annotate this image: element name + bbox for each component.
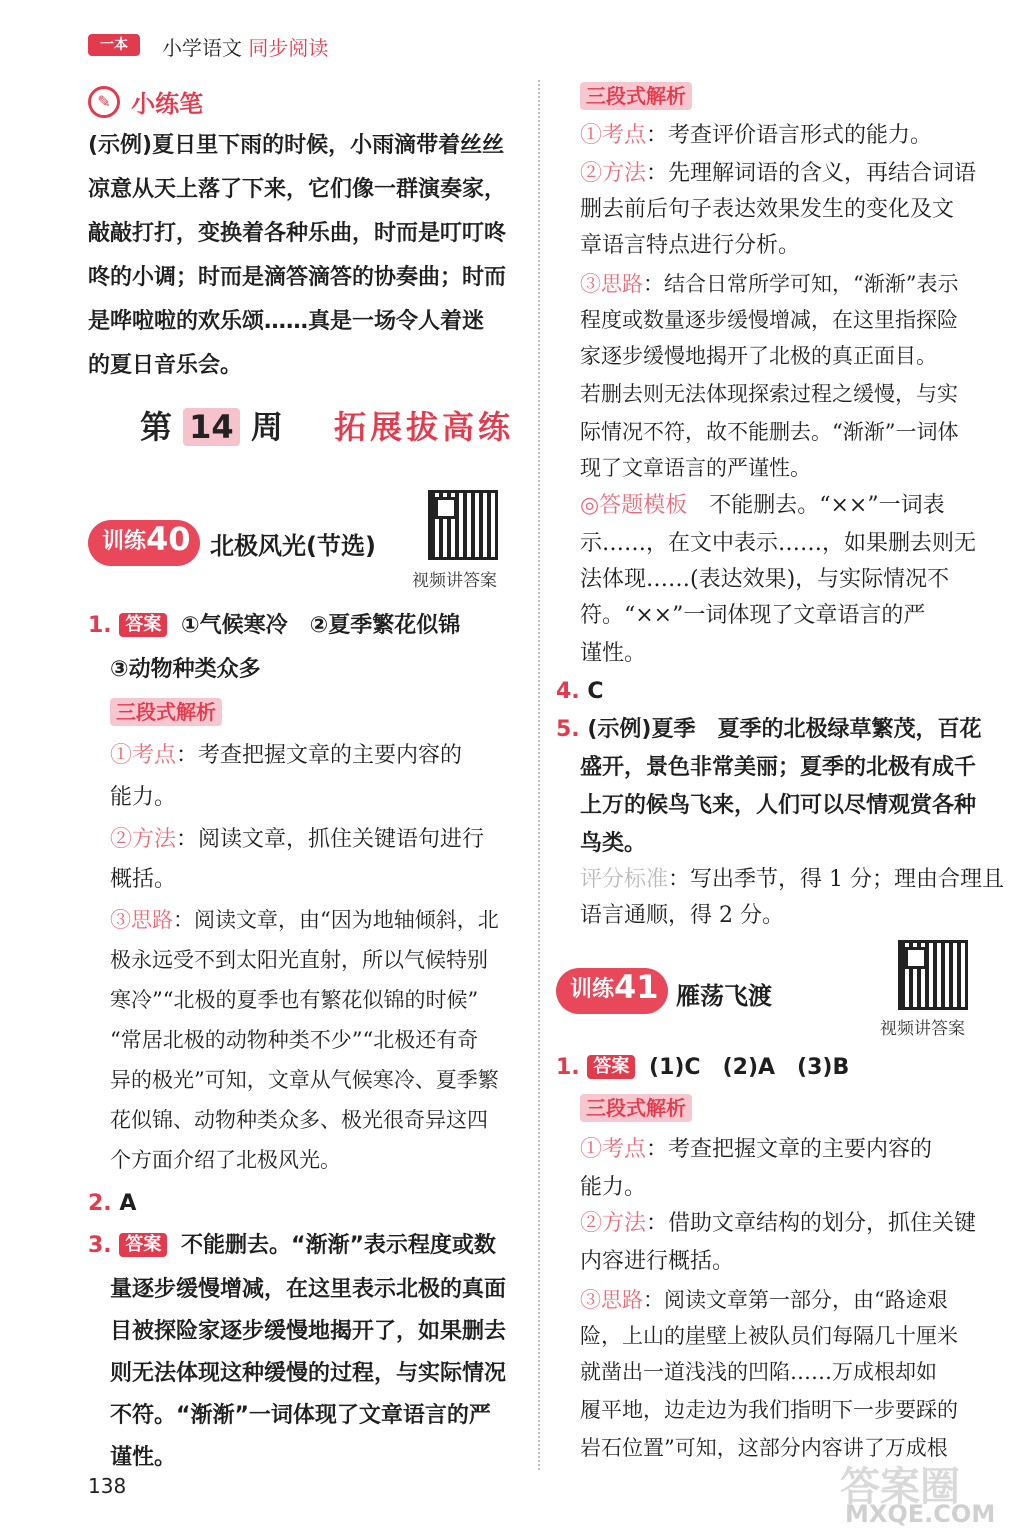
answer-tag: 答案 bbox=[119, 1233, 167, 1257]
q1-answer-line bbox=[88, 612, 460, 640]
analysis-line: ①考点：考查把握文章的主要内容的 bbox=[580, 1137, 933, 1162]
q1-answer-line-2: ③动物种类众多 bbox=[110, 657, 261, 682]
analysis-line: 险，上山的崖壁上被队员们每隔几十厘米 bbox=[580, 1324, 958, 1348]
analysis-label: 三段式解析 bbox=[110, 698, 222, 726]
analysis-line: 能力。 bbox=[580, 1175, 647, 1200]
analysis-line: 就凿出一道浅浅的凹陷……万成根却如 bbox=[580, 1360, 937, 1384]
q5-line-1 bbox=[556, 716, 981, 744]
training-number: 41 bbox=[614, 968, 659, 1006]
analysis-line: ①考点：考查评价语言形式的能力。 bbox=[580, 123, 933, 148]
q3-line: 不符。“渐渐”一词体现了文章语言的严 bbox=[110, 1403, 491, 1428]
analysis-line: 能力。 bbox=[110, 785, 177, 810]
answer-tag: 答案 bbox=[119, 613, 167, 637]
analysis-label: 三段式解析 bbox=[580, 1094, 692, 1122]
training-label: 训练 bbox=[570, 976, 615, 1002]
week-title: 拓展拔高练 bbox=[333, 408, 514, 446]
week-heading bbox=[140, 402, 514, 448]
analysis-line: “常居北极的动物种类不少”“北极还有奇 bbox=[110, 1028, 479, 1052]
t41-q1-line bbox=[556, 1054, 849, 1082]
analysis-line: ②方法：借助文章结构的划分，抓住关键 bbox=[580, 1211, 977, 1236]
q3-line: 谨性。 bbox=[110, 1445, 177, 1470]
qr-code-icon[interactable] bbox=[428, 490, 498, 560]
score-line-2: 语言通顺，得 2 分。 bbox=[580, 903, 784, 928]
score-line-1: 评分标准：写出季节，得 1 分；理由合理且 bbox=[580, 867, 1005, 892]
analysis-line: ③思路：阅读文章第一部分，由“路途艰 bbox=[580, 1288, 948, 1312]
analysis-line: 删去前后句子表达效果发生的变化及文 bbox=[580, 197, 955, 222]
practice-line-1: (示例)夏日里下雨的时候，小雨滴带着丝丝 bbox=[88, 133, 505, 158]
brand-logo: 一本 bbox=[88, 34, 140, 56]
training-label: 训练 bbox=[102, 528, 147, 554]
analysis-label: 三段式解析 bbox=[580, 82, 692, 110]
question-number: 1. bbox=[88, 613, 112, 638]
analysis-line: 际情况不符，故不能删去。“渐渐”一词体 bbox=[580, 420, 959, 444]
question-number: 4. bbox=[556, 679, 580, 704]
analysis-line: 岩石位置”可知，这部分内容讲了万成根 bbox=[580, 1436, 948, 1460]
qr-code-icon[interactable] bbox=[898, 940, 968, 1010]
book-title-sub: 同步阅读 bbox=[248, 36, 329, 60]
q3-line: 目被探险家逐步缓慢地揭开了，如果删去 bbox=[110, 1319, 507, 1344]
week-number: 14 bbox=[183, 408, 240, 446]
training-41-badge bbox=[556, 968, 668, 1014]
analysis-line: 章语言特点进行分析。 bbox=[580, 233, 801, 258]
analysis-line: ②方法：阅读文章，抓住关键语句进行 bbox=[110, 827, 485, 852]
training-40-title: 北极风光(节选) bbox=[210, 532, 376, 560]
q5-line: 上万的候鸟飞来，人们可以尽情观赏各种 bbox=[580, 793, 977, 818]
q3-line: 则无法体现这种缓慢的过程，与实际情况 bbox=[110, 1361, 507, 1386]
analysis-line: 极永远受不到太阳光直射，所以气候特别 bbox=[110, 948, 488, 972]
analysis-line: ①考点：考查把握文章的主要内容的 bbox=[110, 743, 463, 768]
column-divider bbox=[538, 80, 540, 1470]
analysis-line: 内容进行概括。 bbox=[580, 1249, 735, 1274]
q3-line-1 bbox=[88, 1232, 496, 1260]
practice-line-6: 的夏日音乐会。 bbox=[88, 353, 243, 378]
analysis-line: ③思路：结合日常所学可知，“渐渐”表示 bbox=[580, 272, 959, 296]
week-suffix: 周 bbox=[250, 408, 283, 446]
book-title-main: 小学语文 bbox=[162, 36, 242, 60]
qr-caption: 视频讲答案 bbox=[412, 571, 497, 591]
question-number: 3. bbox=[88, 1233, 112, 1258]
analysis-line: 花似锦、动物种类众多、极光很奇异这四 bbox=[110, 1108, 488, 1132]
answer-text: (示例)夏季 夏季的北极绿草繁茂，百花 bbox=[587, 717, 982, 742]
template-label: ◎答题模板 bbox=[580, 493, 688, 518]
week-prefix: 第 bbox=[140, 408, 173, 446]
analysis-line: 程度或数量逐步缓慢增减，在这里指探险 bbox=[580, 308, 958, 332]
analysis-line: 家逐步缓慢地揭开了北极的真正面目。 bbox=[580, 344, 937, 368]
question-number: 1. bbox=[556, 1055, 580, 1080]
q5-line: 鸟类。 bbox=[580, 831, 647, 856]
analysis-line: ②方法：先理解词语的含义，再结合词语 bbox=[580, 161, 977, 186]
q5-line: 盛开，景色非常美丽；夏季的北极有成千 bbox=[580, 755, 977, 780]
analysis-line: 若删去则无法体现探索过程之缓慢，与实 bbox=[580, 382, 958, 406]
analysis-line: 现了文章语言的严谨性。 bbox=[580, 456, 811, 480]
answer-text: (1)C (2)A (3)B bbox=[649, 1055, 850, 1080]
q4-line bbox=[556, 678, 604, 706]
training-41-title: 雁荡飞渡 bbox=[676, 982, 772, 1010]
template-line: 法体现……(表达效果)，与实际情况不 bbox=[580, 567, 950, 592]
training-40-badge bbox=[88, 520, 200, 566]
question-number: 2. bbox=[88, 1191, 112, 1216]
watermark-url: MXQE.COM bbox=[845, 1500, 996, 1528]
practice-line-2: 凉意从天上落了下来，它们像一群演奏家， bbox=[88, 177, 507, 202]
practice-line-3: 敲敲打打，变换着各种乐曲，时而是叮叮咚 bbox=[88, 221, 507, 246]
template-line: 谨性。 bbox=[580, 641, 647, 666]
answer-text: ①气候寒冷 ②夏季繁花似锦 bbox=[181, 613, 461, 638]
page-number: 138 bbox=[88, 1474, 127, 1498]
score-label: 评分标准 bbox=[580, 867, 669, 892]
answer-tag: 答案 bbox=[587, 1055, 635, 1079]
template-line: 符。“××”一词体现了文章语言的严 bbox=[580, 603, 926, 628]
qr-caption: 视频讲答案 bbox=[880, 1019, 965, 1039]
pencil-icon: ✎ bbox=[88, 86, 120, 118]
book-title bbox=[162, 32, 328, 61]
practice-heading bbox=[88, 84, 203, 119]
analysis-line: 寒冷”“北极的夏季也有繁花似锦的时候” bbox=[110, 988, 479, 1012]
practice-line-5: 是哗啦啦的欢乐颂……真是一场令人着迷 bbox=[88, 309, 485, 334]
q2-line bbox=[88, 1190, 136, 1218]
question-number: 5. bbox=[556, 717, 580, 742]
analysis-line: ③思路：阅读文章，由“因为地轴倾斜，北 bbox=[110, 908, 499, 932]
q3-line: 量逐步缓慢增减，在这里表示北极的真面 bbox=[110, 1277, 507, 1302]
template-line: 示……，在文中表示……，如果删去则无 bbox=[580, 531, 977, 556]
analysis-line: 概括。 bbox=[110, 867, 177, 892]
answer-text: 不能删去。“渐渐”表示程度或数 bbox=[181, 1233, 496, 1258]
answer-text: A bbox=[119, 1191, 137, 1216]
analysis-line: 履平地，边走边为我们指明下一步要踩的 bbox=[580, 1398, 958, 1422]
answer-text: C bbox=[587, 679, 604, 704]
analysis-line: 个方面介绍了北极风光。 bbox=[110, 1148, 341, 1172]
practice-line-4: 咚的小调；时而是滴答滴答的协奏曲；时而 bbox=[88, 265, 507, 290]
template-line-1: ◎答题模板 不能删去。“××”一词表 bbox=[580, 493, 945, 518]
practice-title: 小练笔 bbox=[131, 90, 204, 118]
watermark: 答案圈 bbox=[840, 1464, 960, 1510]
analysis-line: 异的极光”可知，文章从气候寒冷、夏季繁 bbox=[110, 1068, 499, 1092]
training-number: 40 bbox=[146, 520, 191, 558]
